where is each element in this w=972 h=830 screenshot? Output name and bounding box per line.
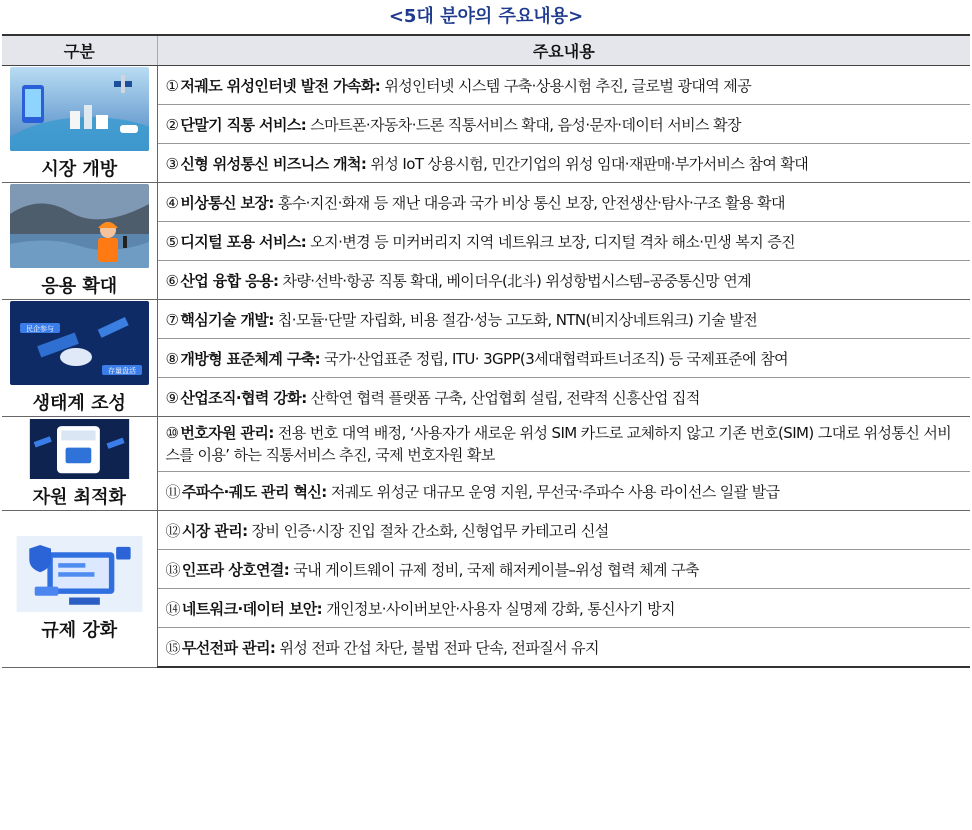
table-header-row bbox=[2, 35, 970, 66]
satellite-sim-image bbox=[10, 419, 149, 479]
summary-table bbox=[2, 34, 970, 668]
content-item: ③ 신형 위성통신 비즈니스 개척: 위성 IoT 상용시험, 민간기업의 위성 임대·재판매·부가서비스 참여 확대 bbox=[157, 144, 970, 183]
header-content: 주요내용 bbox=[157, 35, 970, 66]
content-item: ⑥ 산업 융합 응용: 차량·선박·항공 직통 확대, 베이더우(北斗) 위성항법시스템–공중통신망 연계 bbox=[157, 261, 970, 300]
content-item: ④ 비상통신 보장: 홍수·지진·화재 등 재난 대응과 국가 비상 통신 보장, 안전생산·탐사·구조 활용 확대 bbox=[157, 183, 970, 222]
content-item: ② 단말기 직통 서비스: 스마트폰·자동차·드론 직통서비스 확대, 음성·문자·데이터 서비스 확장 bbox=[157, 105, 970, 144]
security-shield-image bbox=[10, 536, 149, 612]
category-label: 규제 강화 bbox=[41, 619, 118, 641]
table-row bbox=[2, 417, 970, 472]
category-cell-ecosystem bbox=[2, 300, 157, 417]
content-item: ⑩ 번호자원 관리: 전용 번호 대역 배정, ‘사용자가 새로운 위성 SIM 카드로 교체하지 않고 기존 번호(SIM) 그대로 위성통신 서비스를 이용’ 하는 직통서비스 추진, 국제 번호자원 확보 bbox=[157, 417, 970, 472]
content-item: ⑧ 개방형 표준체계 구축: 국가·산업표준 정립, ITU· 3GPP(3세대협력파트너조직) 등 국제표준에 참여 bbox=[157, 339, 970, 378]
content-item: ⑤ 디지털 포용 서비스: 오지·변경 등 미커버리지 지역 네트워크 보장, 디지털 격차 해소·민생 복지 증진 bbox=[157, 222, 970, 261]
content-item: ⑮ 무선전파 관리: 위성 전파 간섭 차단, 불법 전파 단속, 전파질서 유지 bbox=[157, 628, 970, 668]
table-row bbox=[2, 300, 970, 339]
thumb-text-stock: 存量盘活 bbox=[107, 367, 136, 375]
category-label: 시장 개방 bbox=[41, 159, 118, 180]
category-label: 생태계 조성 bbox=[32, 393, 126, 414]
category-label: 응용 확대 bbox=[41, 276, 118, 297]
category-cell-market-opening bbox=[2, 66, 157, 183]
category-cell-resource-optimization bbox=[2, 417, 157, 511]
emergency-worker-image bbox=[10, 184, 149, 268]
content-item: ⑭ 네트워크·데이터 보안: 개인정보·사이버보안·사용자 실명제 강화, 통신사기 방지 bbox=[157, 589, 970, 628]
thumb-text-private: 民企参与 bbox=[25, 325, 54, 333]
content-item: ⑦ 핵심기술 개발: 칩·모듈·단말 자립화, 비용 절감·성능 고도화, NTN(비지상네트워크) 기술 발전 bbox=[157, 300, 970, 339]
category-cell-regulation bbox=[2, 511, 157, 668]
header-category: 구분 bbox=[2, 35, 157, 66]
content-item: ① 저궤도 위성인터넷 발전 가속화: 위성인터넷 시스템 구축·상용시험 추진, 글로벌 광대역 제공 bbox=[157, 66, 970, 105]
content-item: ⑪ 주파수·궤도 관리 혁신: 저궤도 위성군 대규모 운영 지원, 무선국·주파수 사용 라이선스 일괄 발급 bbox=[157, 472, 970, 511]
content-item: ⑨ 산업조직·협력 강화: 산학연 협력 플랫폼 구축, 산업협회 설립, 전략적 신흥산업 집적 bbox=[157, 378, 970, 417]
satellite-ecosystem-image bbox=[10, 301, 149, 385]
content-item: ⑬ 인프라 상호연결: 국내 게이트웨이 규제 정비, 국제 해저케이블–위성 협력 체계 구축 bbox=[157, 550, 970, 589]
category-cell-application-expansion bbox=[2, 183, 157, 300]
content-item: ⑫ 시장 관리: 장비 인증·시장 진입 절차 간소화, 신형업무 카테고리 신설 bbox=[157, 511, 970, 550]
table-row bbox=[2, 66, 970, 105]
category-label: 자원 최적화 bbox=[32, 486, 126, 508]
table-row bbox=[2, 183, 970, 222]
table-row bbox=[2, 511, 970, 550]
satellite-city-image bbox=[10, 67, 149, 151]
page-title: <5대 분야의 주요내용> bbox=[388, 6, 584, 27]
